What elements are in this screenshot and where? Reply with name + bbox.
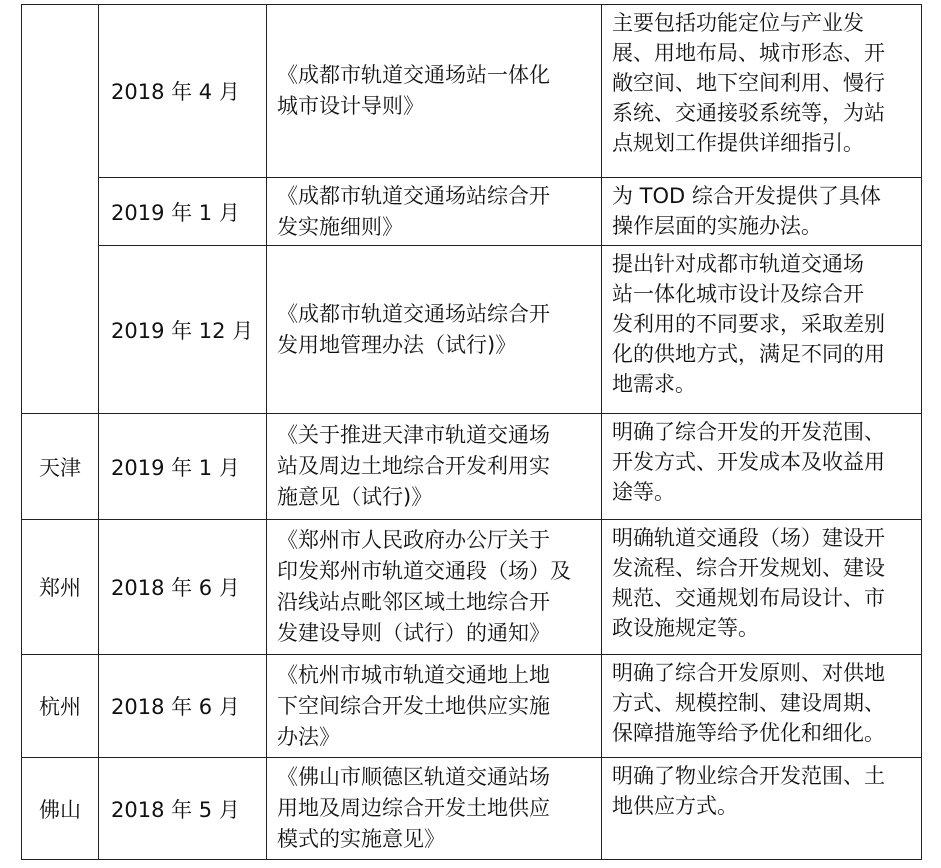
policy-content: 明确轨道交通段（场）建设开 发流程、综合开发规划、建设 规范、交通规划布局设计、市 政设施规定等。: [612, 526, 885, 640]
table-row: [22, 5, 922, 178]
city-name: 郑州: [39, 576, 81, 600]
document-cell: [267, 520, 602, 655]
city-name: 佛山: [39, 797, 81, 822]
issue-date: 2019 年 1 月: [111, 455, 240, 480]
policy-content: 提出针对成都市轨道交通场 站一体化城市设计及综合开 发利用的不同要求，采取差别 化的供地方式，满足不同的用 地需求。: [612, 252, 885, 396]
date-cell: [99, 414, 267, 520]
date-cell: [99, 246, 267, 414]
issue-date: 2018 年 6 月: [111, 576, 240, 600]
document-cell: [267, 246, 602, 414]
policy-table: [21, 4, 922, 860]
document-cell: [267, 655, 602, 758]
content-cell: [602, 246, 922, 414]
issue-date: 2018 年 4 月: [111, 80, 240, 104]
table-row: [22, 414, 922, 520]
date-cell: [99, 178, 267, 246]
city-cell: [22, 655, 99, 758]
document-cell: [267, 5, 602, 178]
document-title: 《佛山市顺德区轨道交通站场 用地及周边综合开发土地供应 模式的实施意见》: [277, 765, 550, 851]
table-row: [22, 246, 922, 414]
city-name: 杭州: [39, 695, 81, 719]
table-row: [22, 178, 922, 246]
city-cell: [22, 758, 99, 860]
document-title: 《郑州市人民政府办公厅关于 印发郑州市轨道交通段（场）及 沿线站点毗邻区域土地综合开 发建设导则（试行）的通知》: [277, 528, 571, 645]
document-cell: [267, 758, 602, 860]
document-title: 《杭州市城市轨道交通地上地 下空间综合开发土地供应实施 办法》: [277, 662, 550, 749]
city-cell: [22, 5, 99, 414]
policy-content: 明确了综合开发的开发范围、 开发方式、开发成本及收益用 途等。: [612, 420, 885, 504]
document-title: 《成都市轨道交通场站综合开 发实施细则》: [277, 183, 550, 239]
content-cell: [602, 5, 922, 178]
document-title: 《成都市轨道交通场站综合开 发用地管理办法（试行)》: [277, 301, 550, 357]
document-title: 《成都市轨道交通场站一体化 城市设计导则》: [277, 63, 550, 118]
content-cell: [602, 414, 922, 520]
policy-content: 主要包括功能定位与产业发 展、用地布局、城市形态、开 敞空间、地下空间利用、慢行 系统、交通接驳系统等，为站 点规划工作提供详细指引。: [612, 11, 885, 155]
issue-date: 2019 年 1 月: [111, 200, 240, 225]
table-row: [22, 655, 922, 758]
date-cell: [99, 655, 267, 758]
table-row: [22, 520, 922, 655]
content-cell: [602, 758, 922, 860]
content-cell: [602, 520, 922, 655]
city-cell: [22, 520, 99, 655]
policy-content: 为 TOD 综合开发提供了具体 操作层面的实施办法。: [612, 184, 881, 238]
city-cell: [22, 414, 99, 520]
issue-date: 2019 年 12 月: [111, 318, 254, 343]
date-cell: [99, 758, 267, 860]
issue-date: 2018 年 5 月: [111, 797, 240, 822]
document-cell: [267, 414, 602, 520]
content-cell: [602, 655, 922, 758]
issue-date: 2018 年 6 月: [111, 695, 240, 719]
document-title: 《关于推进天津市轨道交通场 站及周边土地综合开发利用实 施意见（试行)》: [277, 423, 550, 509]
date-cell: [99, 5, 267, 178]
date-cell: [99, 520, 267, 655]
document-cell: [267, 178, 602, 246]
policy-content: 明确了综合开发原则、对供地 方式、规模控制、建设周期、 保障措施等给予优化和细化。: [612, 661, 885, 745]
policy-content: 明确了物业综合开发范围、土 地供应方式。: [612, 764, 885, 818]
city-name: 天津: [39, 455, 81, 480]
content-cell: [602, 178, 922, 246]
table-row: [22, 758, 922, 860]
